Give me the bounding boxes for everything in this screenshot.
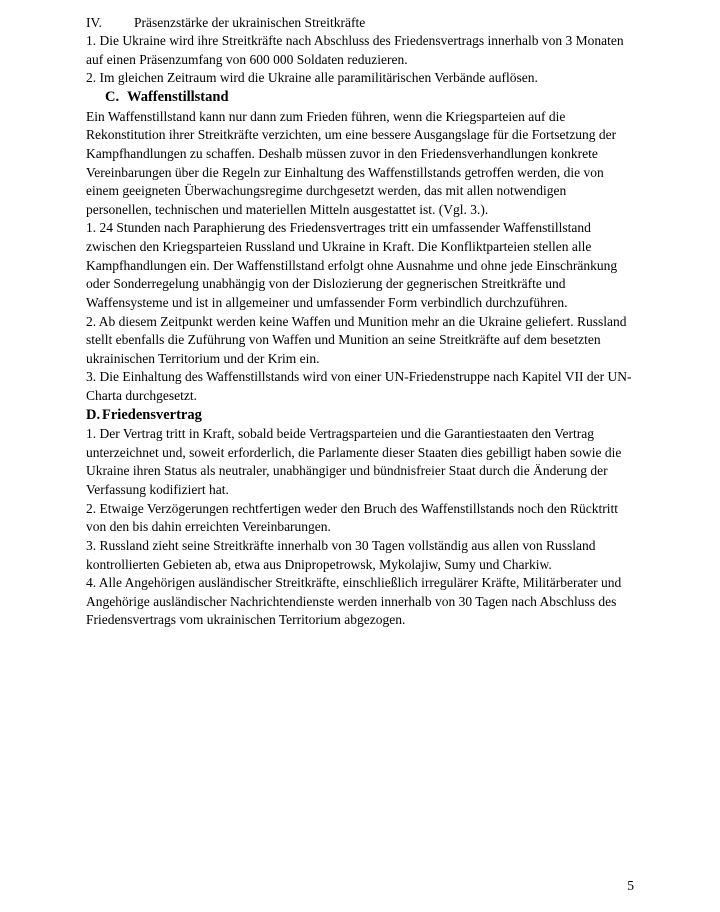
paragraph: 4. Alle Angehörigen ausländischer Streitkräfte, einschließlich irregulärer Kräfte, Militärberater und Angehörige ausländischer Nachrichtendienste werden innerhalb von 30 Tagen nach Abschluss des Friedensvertrags vom ukrainischen Territorium abgezogen. [86,575,622,628]
paragraph: 1. Die Ukraine wird ihre Streitkräfte nach Abschluss des Friedensvertrags innerhalb von 3 Monaten auf einen Präsenzumfang von 600 000 Soldaten reduzieren. [86,33,624,67]
heading-numeral: IV. [86,15,102,30]
heading-letter: C. [105,89,120,106]
heading-text: Friedensvertrag [102,406,202,423]
paragraph: 2. Ab diesem Zeitpunkt werden keine Waffen und Munition mehr an die Ukraine geliefert. Russland stellt ebenfalls die Zuführung von Waffen und Munition an seine Streitkräfte auf dem besetzten ukrainischen Territorium und der Krim ein. [86,313,627,366]
heading-text: Präsenzstärke der ukrainischen Streitkräfte [134,15,366,30]
paragraph: Ein Waffenstillstand kann nur dann zum Frieden führen, wenn die Kriegsparteien auf die Rekonstitution ihrer Streitkräfte verzichten, um eine bessere Ausgangslage für die Fortsetzung der Kampfhandlungen zu schaffen. Deshalb müssen zuvor in den Friedensverhandlungen konkrete Vereinbarungen über die Regeln zur Einhaltung des Waffenstillstands getroffen werden, die von einem geeigneten Überwachungsregime durchgesetzt werden, das mit allen notwendigen personellen, technischen und materiellen Mitteln ausgestattet ist. (Vgl. 3.). [86,108,617,217]
paragraph: 2. Im gleichen Zeitraum wird die Ukraine alle paramilitärischen Verbände auflösen. [86,70,538,86]
document-body [86,0,632,630]
paragraph: 3. Die Einhaltung des Waffenstillstands wird von einer UN-Friedenstruppe nach Kapitel VII der UN-Charta durchgesetzt. [86,369,632,404]
heading-section-c [86,88,632,108]
heading-section-iv [86,14,632,32]
heading-letter: D. [86,406,101,423]
paragraph: 2. Etwaige Verzögerungen rechtfertigen weder den Bruch des Waffenstillstands noch den Rücktritt von den bis dahin erreichten Vereinbarungen. [86,500,618,535]
heading-section-d [86,406,632,426]
paragraph: 1. Der Vertrag tritt in Kraft, sobald beide Vertragsparteien und die Garantiestaaten den Vertrag unterzeichnet und, soweit erforderlich, die Parlamente dieser Staaten dies gebilligt haben sowie die Ukraine ihren Status als neutraler, unabhängiger und bündnisfreier Staat durch die Änderung der Verfassung kodifiziert hat. [86,426,622,498]
paragraph: 1. 24 Stunden nach Paraphierung des Friedensvertrages tritt ein umfassender Waffenstillstand zwischen den Kriegsparteien Russland und Ukraine in Kraft. Die Konfliktparteien stellen alle Kampfhandlungen ein. Der Waffenstillstand erfolgt ohne Ausnahme und ohne jede Einschränkung oder Sonderregelung unabhängig von der Dislozierung der gegnerischen Streitkräfte und Waffensysteme und ist in allgemeiner und umfassender Form verbindlich durchzuführen. [86,220,618,310]
paragraph: 3. Russland zieht seine Streitkräfte innerhalb von 30 Tagen vollständig aus allen von Russland kontrollierten Gebieten ab, etwa aus Dnipropetrowsk, Mykolajiw, Sumy und Charkiw. [86,537,596,572]
page-number: 5 [627,878,634,893]
heading-text: Waffenstillstand [127,89,229,106]
